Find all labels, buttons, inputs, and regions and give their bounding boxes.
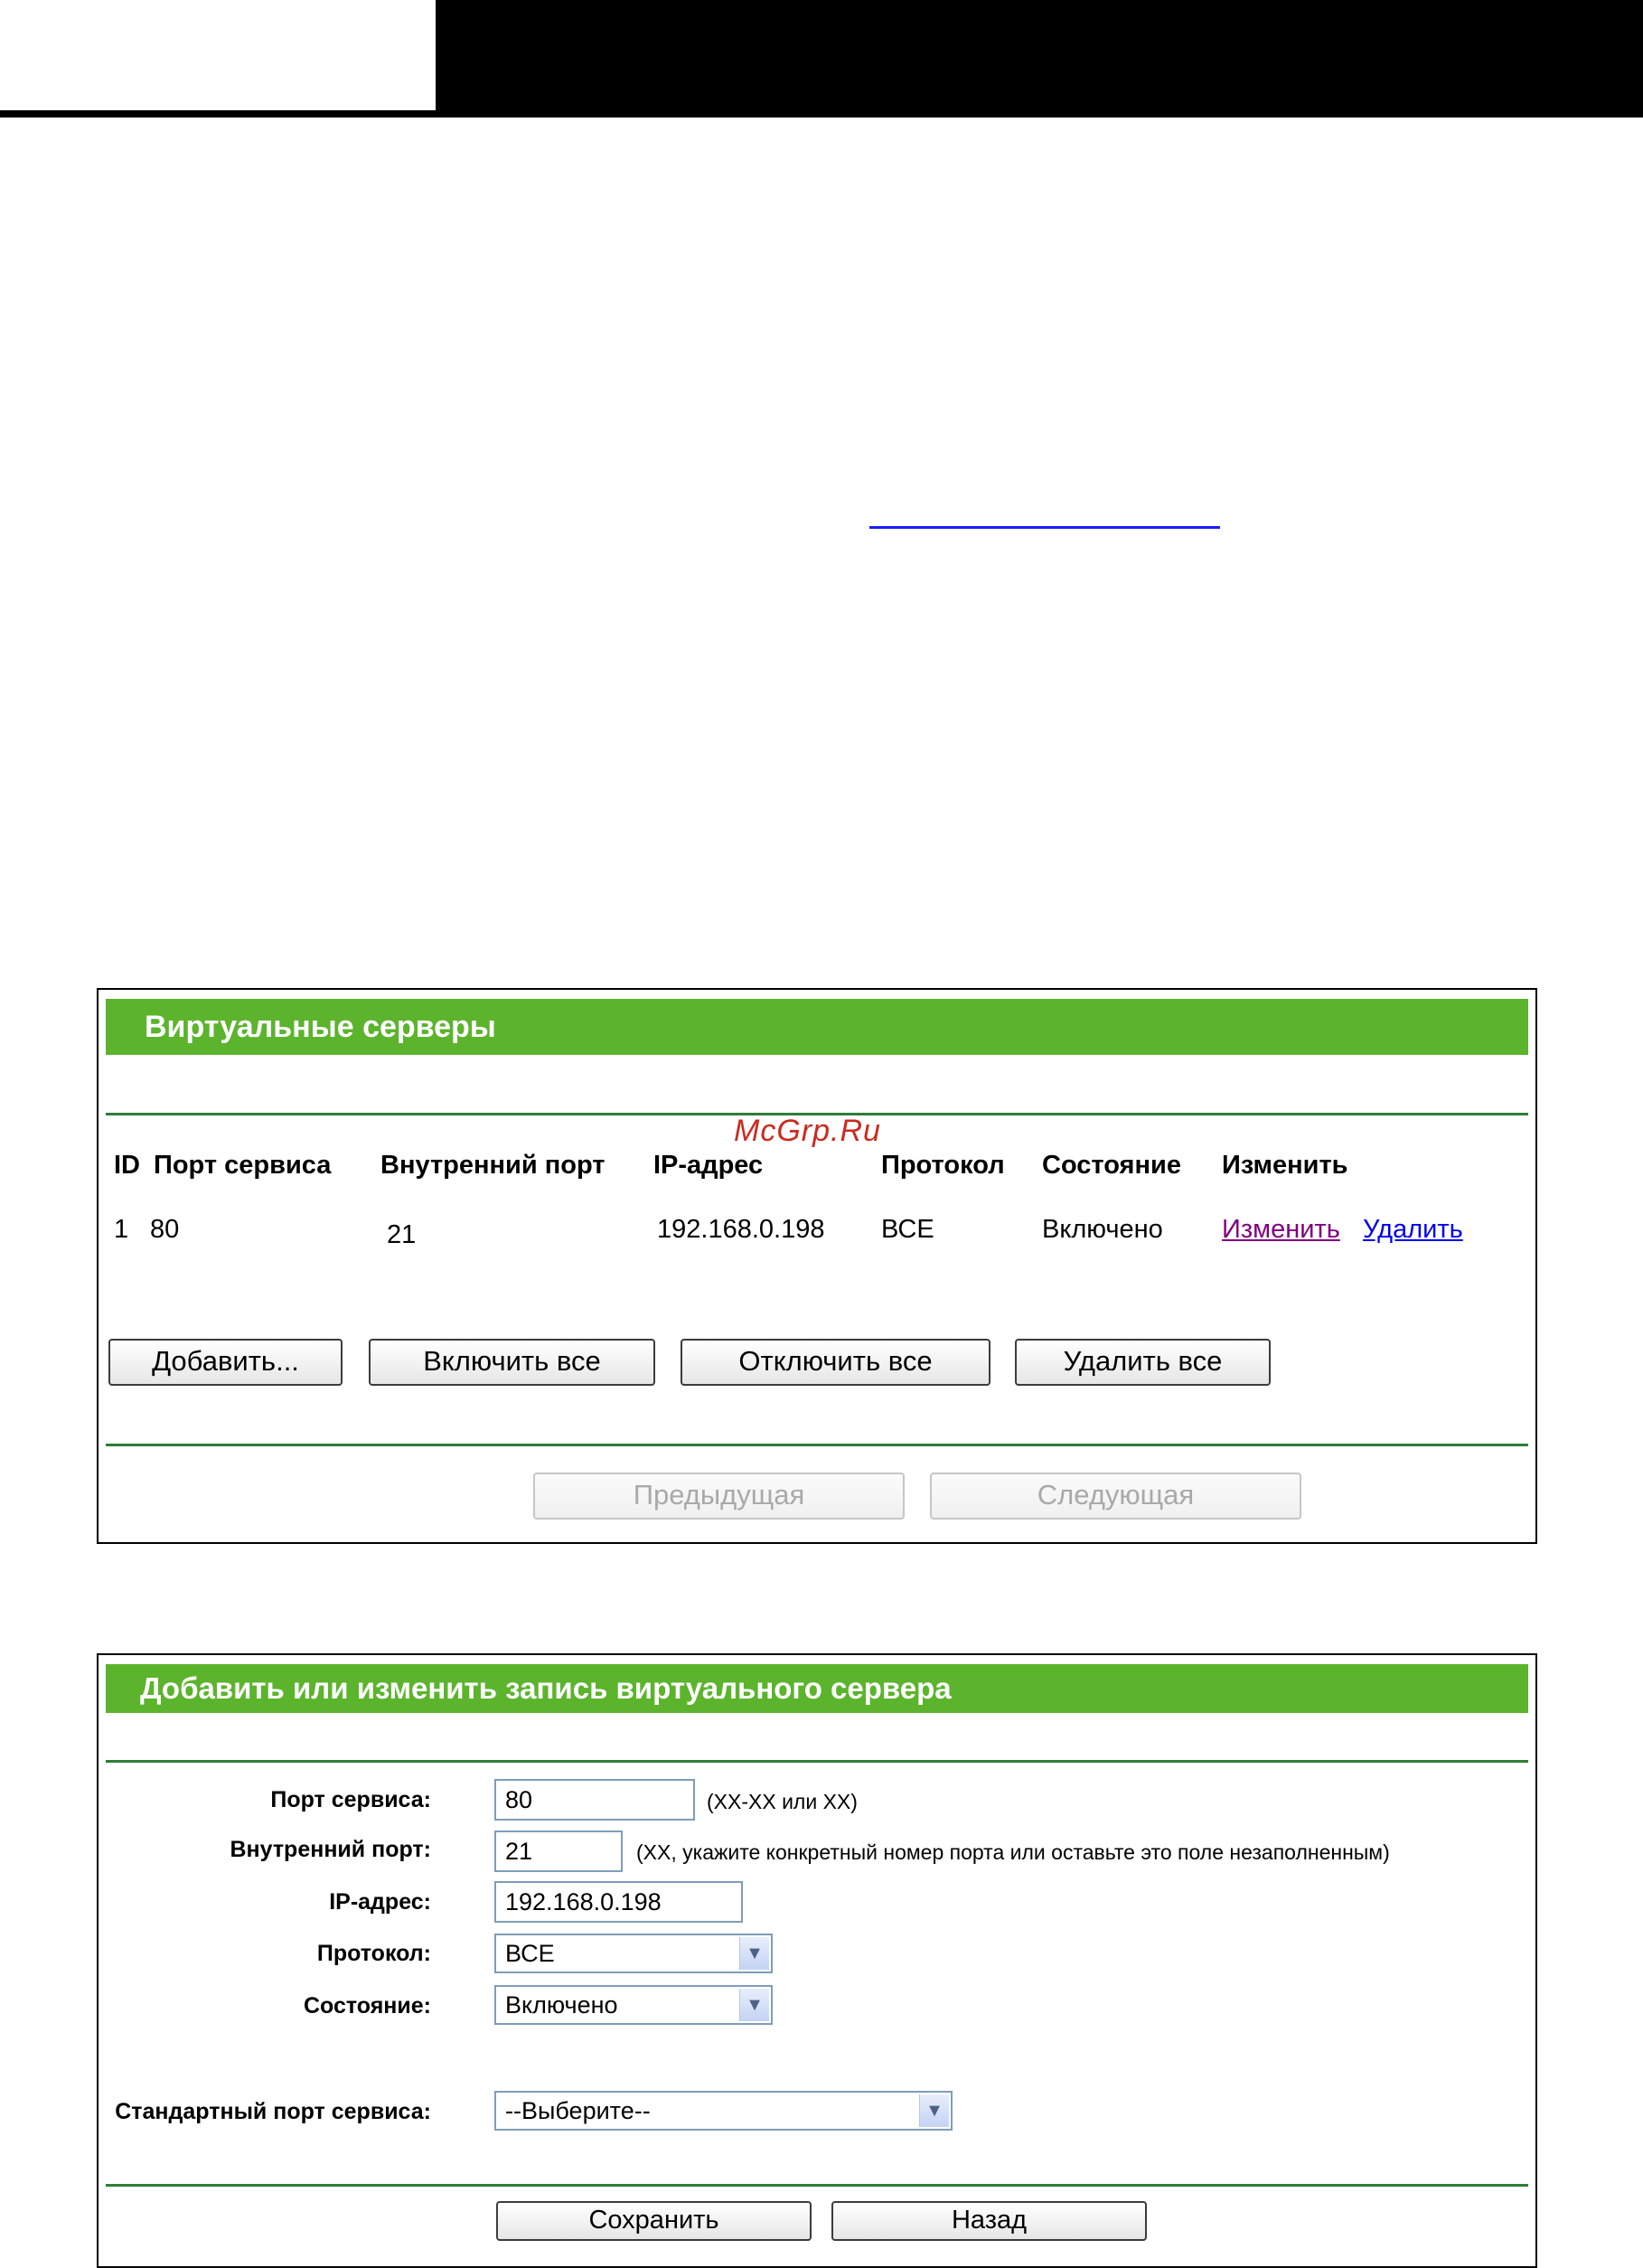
column-header-status: Состояние (1042, 1151, 1181, 1180)
divider (106, 1444, 1528, 1446)
chevron-down-icon[interactable]: ▼ (739, 1989, 769, 2021)
ip-address-label: IP-адрес: (329, 1889, 431, 1915)
common-service-port-select[interactable] (494, 2091, 953, 2131)
common-service-port-label: Стандартный порт сервиса: (115, 2099, 431, 2124)
cell-internal-port: 21 (387, 1220, 417, 1249)
column-header-edit: Изменить (1222, 1151, 1348, 1180)
divider (106, 1760, 1528, 1763)
disable-all-button[interactable]: Отключить все (681, 1339, 990, 1386)
next-page-button[interactable]: Следующая (930, 1473, 1301, 1520)
cell-status: Включено (1042, 1215, 1163, 1244)
protocol-select[interactable] (494, 1934, 773, 1973)
edit-link[interactable]: Изменить (1222, 1215, 1340, 1244)
protocol-label: Протокол: (316, 1941, 431, 1966)
cell-protocol: ВСЕ (881, 1215, 934, 1244)
chevron-down-icon[interactable]: ▼ (739, 1937, 769, 1970)
service-port-input[interactable] (494, 1779, 695, 1821)
prev-page-button[interactable]: Предыдущая (533, 1473, 905, 1520)
panel-title: Виртуальные серверы (106, 999, 1528, 1055)
protocol-select-value: ВСЕ (505, 1940, 555, 1967)
column-header-id: ID (114, 1151, 140, 1180)
divider (106, 2184, 1528, 2187)
internal-port-input[interactable] (494, 1830, 623, 1872)
cell-service-port: 80 (150, 1215, 180, 1244)
internal-port-hint: (XX, укажите конкретный номер порта или оставьте это поле незаполненным) (636, 1840, 1390, 1864)
panel-title: Добавить или изменить запись виртуального сервера (106, 1664, 1528, 1713)
cell-ip: 192.168.0.198 (657, 1215, 825, 1244)
delete-link[interactable]: Удалить (1363, 1215, 1463, 1244)
virtual-servers-panel (97, 988, 1537, 1544)
column-header-internal-port: Внутренний порт (380, 1151, 606, 1180)
cell-id: 1 (114, 1215, 129, 1244)
watermark-text: McGrp.Ru (734, 1114, 881, 1148)
status-select[interactable] (494, 1985, 773, 2025)
chevron-down-icon[interactable]: ▼ (919, 2094, 949, 2127)
status-select-value: Включено (505, 1991, 618, 2019)
column-header-ip: IP-адрес (653, 1151, 764, 1180)
column-header-service-port: Порт сервиса (154, 1151, 332, 1180)
ip-address-input[interactable] (494, 1881, 743, 1923)
service-port-hint: (XX-XX или XX) (707, 1790, 858, 1813)
save-button[interactable]: Сохранить (496, 2201, 812, 2241)
blue-underline-decoration (869, 526, 1220, 529)
delete-all-button[interactable]: Удалить все (1015, 1339, 1271, 1386)
service-port-label: Порт сервиса: (270, 1787, 431, 1812)
enable-all-button[interactable]: Включить все (369, 1339, 655, 1386)
back-button[interactable]: Назад (831, 2201, 1147, 2241)
status-label: Состояние: (303, 1993, 431, 2019)
internal-port-label: Внутренний порт: (230, 1837, 431, 1862)
add-button[interactable]: Добавить... (108, 1339, 343, 1386)
common-service-port-value: --Выберите-- (505, 2097, 651, 2124)
top-header-notch (0, 0, 436, 110)
column-header-protocol: Протокол (881, 1151, 1005, 1180)
